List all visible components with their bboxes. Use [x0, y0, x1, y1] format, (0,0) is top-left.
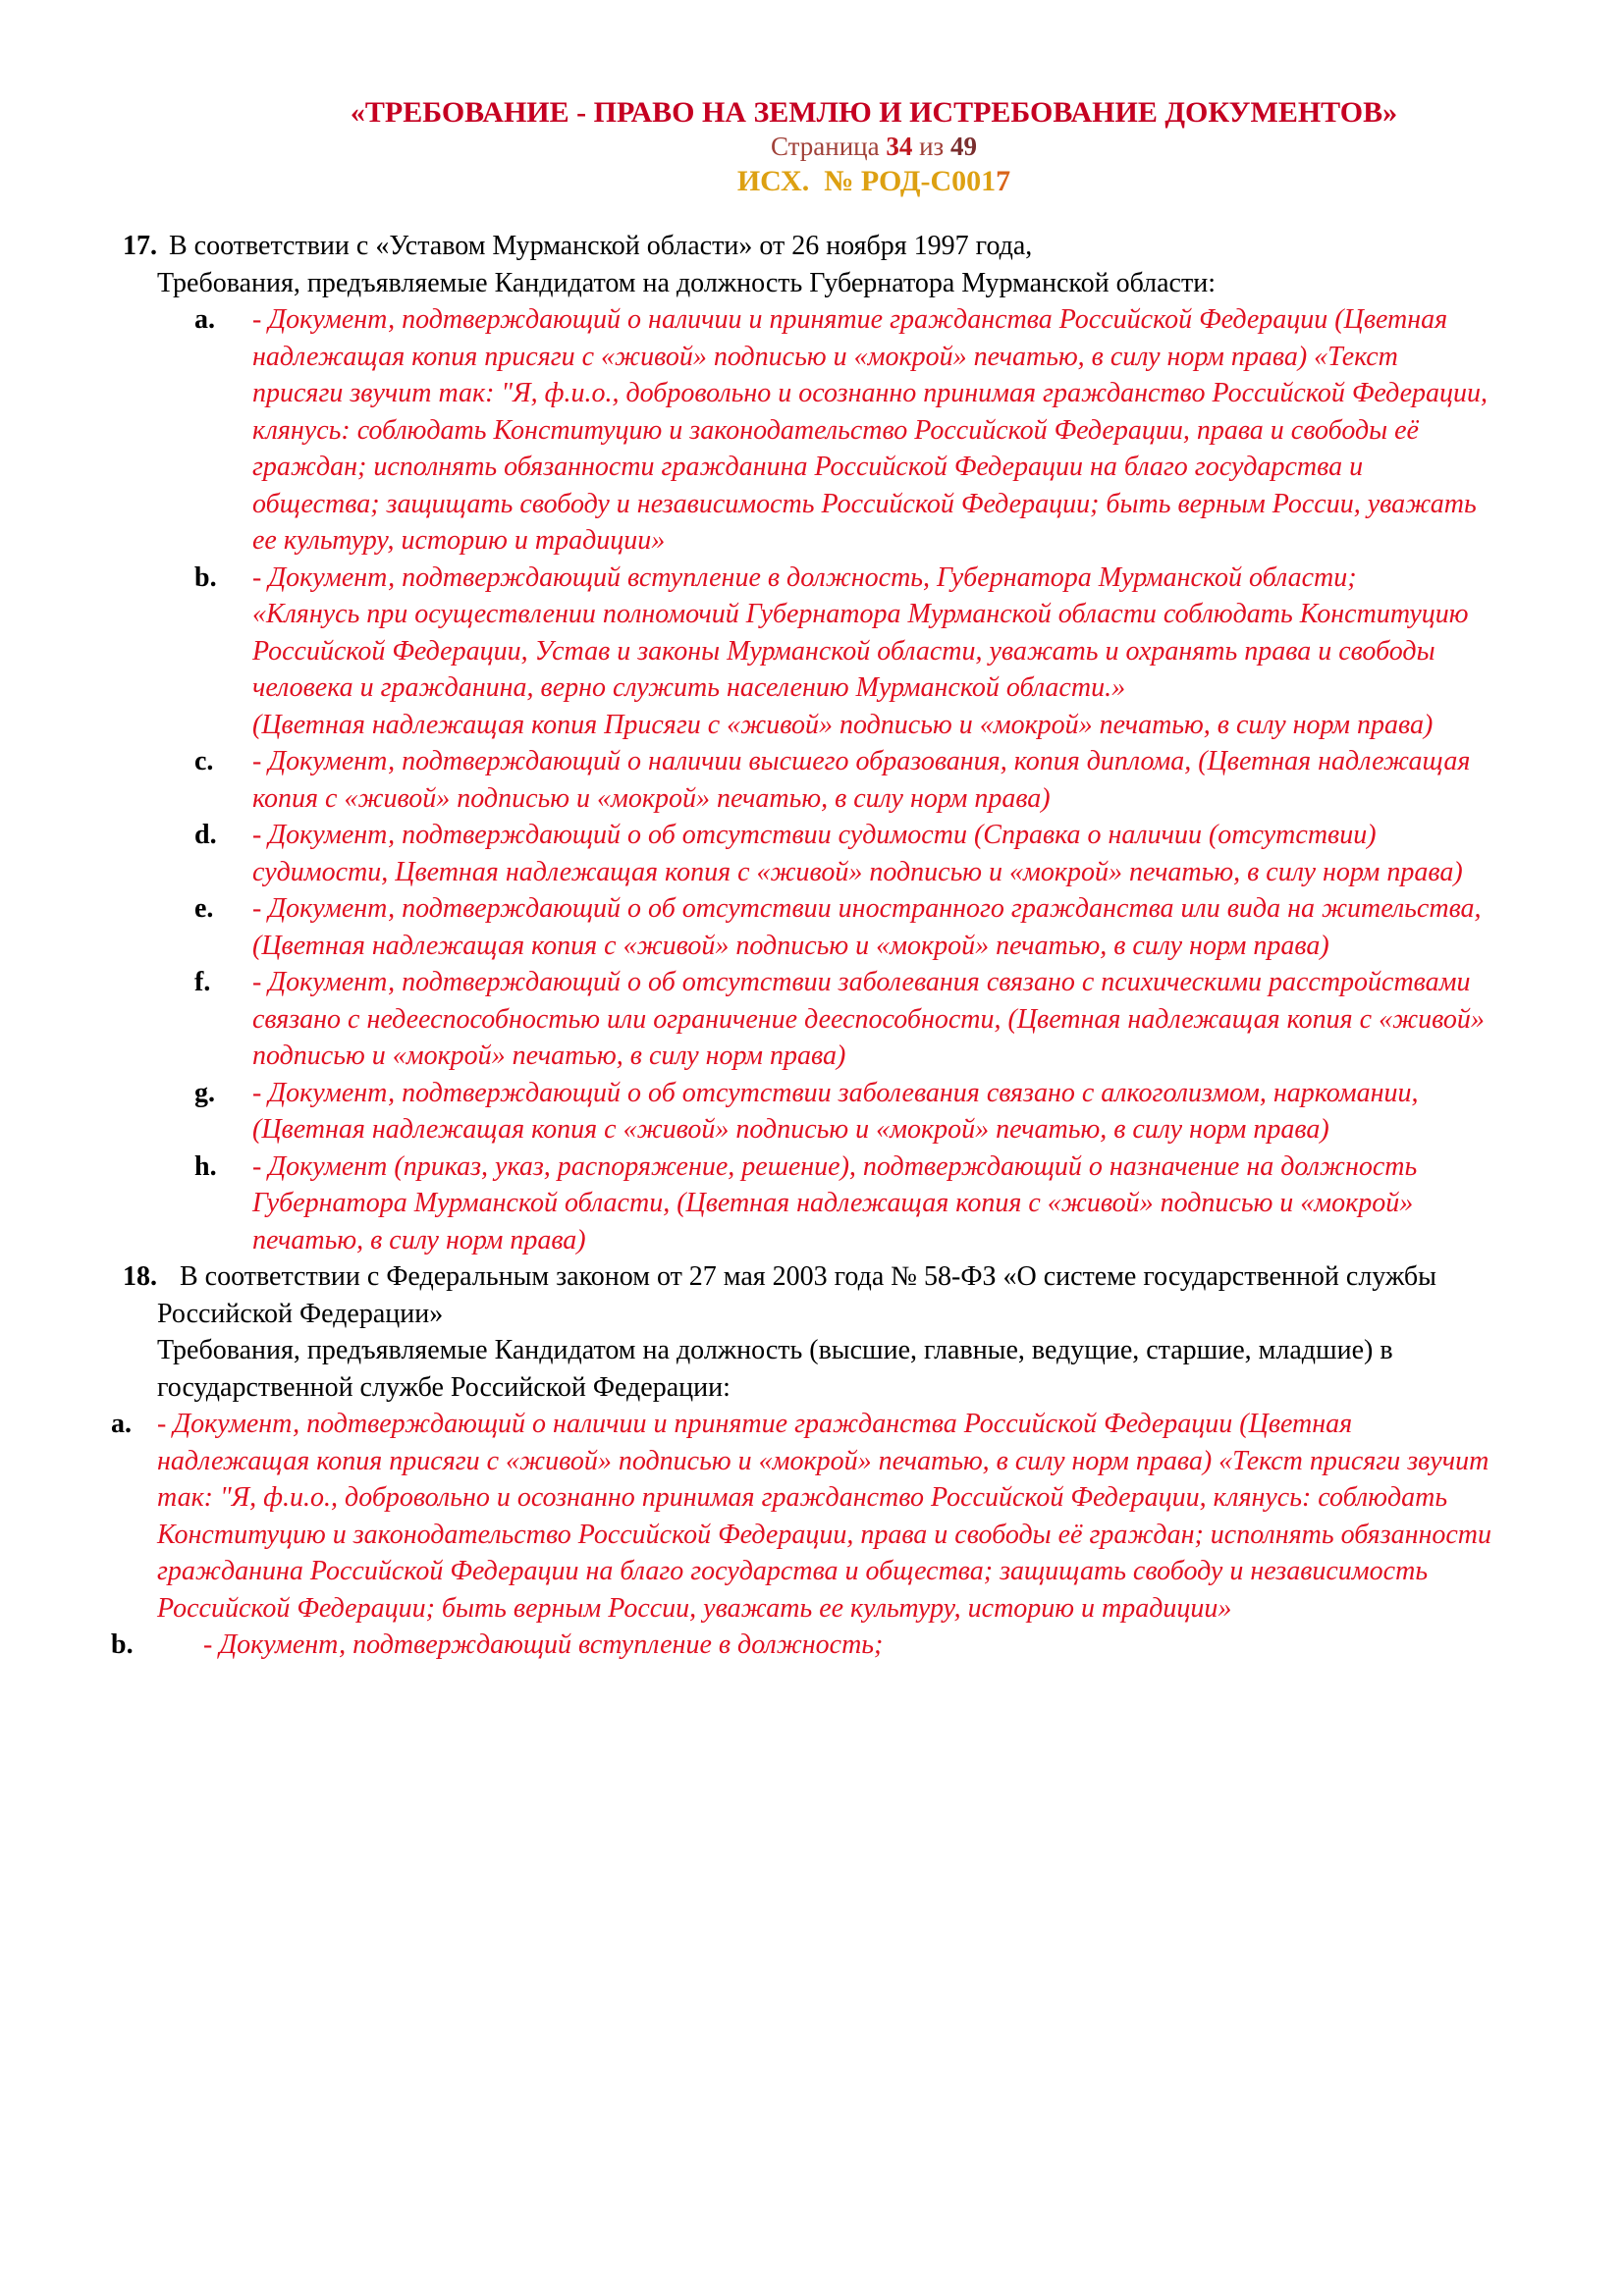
- list-marker: e.: [194, 893, 214, 924]
- section-17-number: 17.: [123, 231, 157, 261]
- section-18-number: 18.: [123, 1261, 157, 1292]
- list-item-text: - Документ, подтверждающий вступление в должность;: [203, 1629, 884, 1660]
- list-item-17-f: [194, 964, 1492, 1075]
- section-17: [123, 228, 1492, 1258]
- list-item-text: - Документ, подтверждающий вступление в должность, Губернатора Мурманской области; «Клянусь при осуществлении полномочий Губернатора Мурманской области соблюдать Конституцию Российской Федерации, Устав и законы Мурманской области, уважать и охранять права и свободы человека и гражданина, верно служить населению Мурманской области.» (Цветная надлежащая копия Присяги с «живой» подписью и «мокрой» печатью, в силу норм права): [252, 561, 1469, 740]
- list-item-text: - Документ, подтверждающий о об отсутствии заболевания связано с психическими расстройствами связано с недееспособностью или ограничение дееспособности, (Цветная надлежащая копия с «живой» подписью и «мокрой» печатью, в силу норм права): [252, 967, 1485, 1071]
- page-word: Страница: [771, 132, 880, 161]
- outgoing-reference: [255, 163, 1492, 199]
- section-18-intro-para-1: [123, 1258, 1492, 1332]
- list-item-17-e: [194, 890, 1492, 964]
- list-marker: b.: [194, 561, 217, 593]
- list-item-18-b: [111, 1627, 1492, 1664]
- list-marker: c.: [194, 746, 214, 776]
- list-marker: a.: [194, 304, 215, 335]
- list-item-text: - Документ, подтверждающий о наличии и принятие гражданства Российской Федерации (Цветная надлежащая копия присяги с «живой» подписью и «мокрой» печатью, в силу норм права) «Текст присяги звучит так: "Я, ф.и.о., добровольно и осознанно принимая гражданство Российской Федерации, клянусь: соблюдать Конституцию и законодательство Российской Федерации, права и свободы её граждан; исполнять обязанности гражданина Российской Федерации на благо государства и общества; защищать свободу и независимость Российской Федерации; быть верным России, уважать ее культуру, историю и традиции»: [157, 1409, 1491, 1624]
- list-marker: h.: [194, 1150, 217, 1182]
- document-body: [111, 228, 1492, 1664]
- list-item-17-c: [194, 743, 1492, 817]
- list-item-17-b: [194, 560, 1492, 744]
- section-18-list: [111, 1406, 1492, 1664]
- section-17-intro-text-1: В соответствии с «Уставом Мурманской области» от 26 ноября 1997 года,: [169, 231, 1033, 261]
- list-item-text: - Документ, подтверждающий о об отсутствии судимости (Справка о наличии (отсутствии) судимости, Цветная надлежащая копия с «живой» подписью и «мокрой» печатью, в силу норм права): [252, 820, 1463, 887]
- page-indicator: [255, 131, 1492, 163]
- list-marker: f.: [194, 967, 211, 997]
- document-title: «ТРЕБОВАНИЕ - ПРАВО НА ЗЕМЛЮ И ИСТРЕБОВАНИЕ ДОКУМЕНТОВ»: [350, 96, 1398, 129]
- list-marker: g.: [194, 1077, 215, 1108]
- section-18-intro-para-2: Требования, предъявляемые Кандидатом на должность (высшие, главные, ведущие, старшие, младшие) в государственной службе Российской Федерации:: [157, 1335, 1393, 1403]
- list-item-text: - Документ, подтверждающий о об отсутствии заболевания связано с алкоголизмом, наркомании, (Цветная надлежащая копия с «живой» подписью и «мокрой» печатью, в силу норм права): [252, 1077, 1419, 1145]
- page-number-total: 49: [949, 132, 977, 161]
- section-17-intro-line-1: [123, 228, 1492, 265]
- outgoing-reference-tail: 7: [996, 165, 1011, 197]
- list-item-text: - Документ, подтверждающий о об отсутствии иностранного гражданства или вида на жительства, (Цветная надлежащая копия с «живой» подписью и «мокрой» печатью, в силу норм права): [252, 893, 1482, 961]
- section-17-intro-line-2: Требования, предъявляемые Кандидатом на должность Губернатора Мурманской области:: [157, 267, 1216, 298]
- list-marker: d.: [194, 820, 217, 850]
- list-item-17-h: [194, 1148, 1492, 1259]
- list-item-text: - Документ, подтверждающий о наличии и принятие гражданства Российской Федерации (Цветная надлежащая копия присяги с «живой» подписью и «мокрой» печатью, в силу норм права) «Текст присяги звучит так: "Я, ф.и.о., добровольно и осознанно принимая гражданство Российской Федерации, клянусь: соблюдать Конституцию и законодательство Российской Федерации, права и свободы её граждан; исполнять обязанности гражданина Российской Федерации на благо государства и общества; защищать свободу и независимость Российской Федерации; быть верным России, уважать ее культуру, историю и традиции»: [252, 304, 1489, 556]
- list-marker: a.: [111, 1409, 132, 1439]
- list-item-17-a: [194, 301, 1492, 560]
- list-item-text: - Документ (приказ, указ, распоряжение, решение), подтверждающий о назначение на должность Губернатора Мурманской области, (Цветная надлежащая копия с «живой» подписью и «мокрой» печатью, в силу норм права): [252, 1150, 1418, 1255]
- page-number-current: 34: [886, 132, 913, 161]
- list-item-17-d: [194, 817, 1492, 890]
- document-header: [255, 94, 1492, 199]
- list-item-17-g: [194, 1075, 1492, 1148]
- section-18: [111, 1258, 1492, 1664]
- page-of-word: из: [919, 132, 945, 161]
- list-marker: b.: [111, 1629, 134, 1660]
- section-17-list: [123, 301, 1492, 1258]
- outgoing-reference-label: ИСХ. № РОД-С001: [736, 165, 997, 197]
- list-item-18-a: [111, 1406, 1492, 1627]
- section-18-intro-text-1: В соответствии с Федеральным законом от 27 мая 2003 года № 58-ФЗ «О системе государственной службы Российской Федерации»: [157, 1261, 1436, 1329]
- list-item-text: - Документ, подтверждающий о наличии высшего образования, копия диплома, (Цветная надлежащая копия с «живой» подписью и «мокрой» печатью, в силу норм права): [252, 746, 1471, 814]
